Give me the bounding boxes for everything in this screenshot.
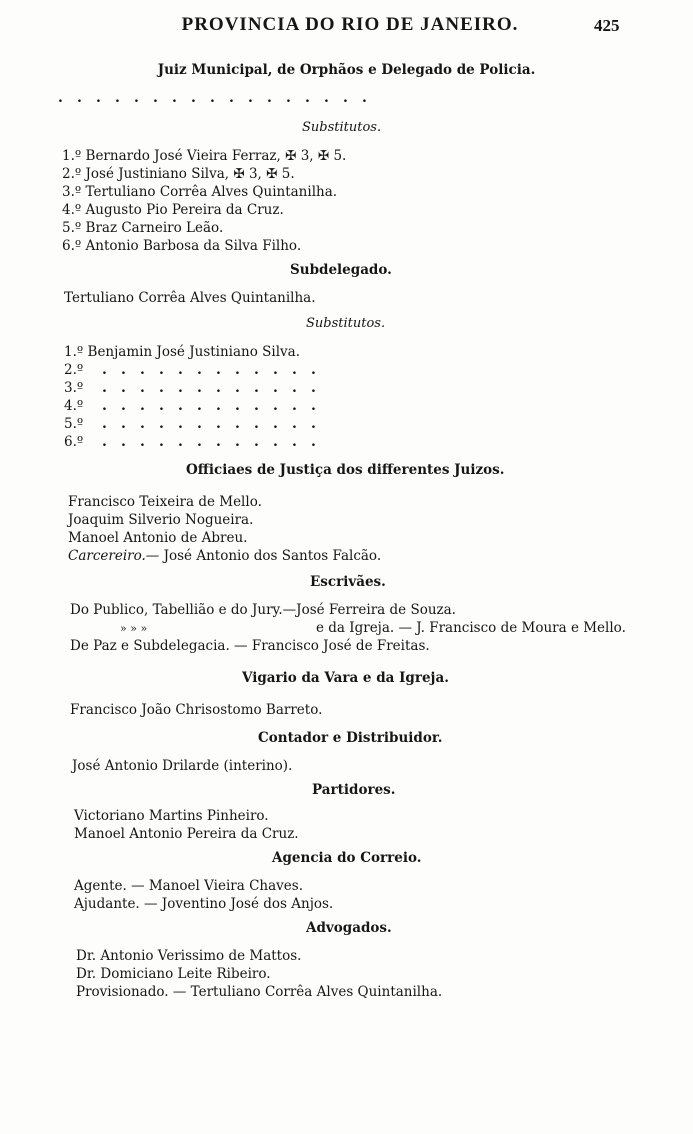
ellipsis-row: . . . . . . . . . . . . (102, 434, 316, 450)
section-heading-contador: Contador e Distribuidor. (258, 730, 443, 746)
contador-name: José Antonio Drilarde (interino). (72, 758, 293, 774)
list-item: 2.º José Justiniano Silva, ✠ 3, ✠ 5. (62, 166, 295, 182)
ellipsis-row: . . . . . . . . . . . . (102, 380, 316, 396)
list-item: Ajudante. — Joventino José dos Anjos. (74, 896, 334, 912)
ellipsis-row: . . . . . . . . . . . . (102, 416, 316, 432)
page-header-title: PROVINCIA DO RIO DE JANEIRO. (181, 14, 519, 35)
carcereiro-label: Carcereiro. (68, 548, 146, 564)
ellipsis-row: . . . . . . . . . . . . (102, 398, 316, 414)
list-item: 6.º Antonio Barbosa da Silva Filho. (62, 238, 302, 254)
carcereiro-name: — José Antonio dos Santos Falcão. (145, 548, 382, 564)
list-item: Joaquim Silverio Nogueira. (68, 512, 254, 528)
section-heading-partidores: Partidores. (312, 782, 396, 798)
section-heading-substitutos-1: Substitutos. (302, 120, 382, 135)
list-item: Manoel Antonio de Abreu. (68, 530, 248, 546)
section-heading-correio: Agencia do Correio. (272, 850, 422, 866)
list-item: 4.º Augusto Pio Pereira da Cruz. (62, 202, 284, 218)
escrivao-line: e da Igreja. — J. Francisco de Moura e Mello. (316, 620, 626, 636)
list-item: 3.º Tertuliano Corrêa Alves Quintanilha. (62, 184, 338, 200)
vigario-name: Francisco João Chrisostomo Barreto. (70, 702, 323, 718)
list-item: Dr. Antonio Verissimo de Mattos. (76, 948, 302, 964)
section-heading-substitutos-2: Substitutos. (306, 316, 386, 331)
list-item: 5.º (64, 416, 84, 432)
escrivao-line: Do Publico, Tabellião e do Jury.—José Ferreira de Souza. (70, 602, 456, 618)
ellipsis-row: . . . . . . . . . . . . (102, 362, 316, 378)
list-item: 2.º (64, 362, 84, 378)
subdelegado-name: Tertuliano Corrêa Alves Quintanilha. (64, 290, 316, 306)
list-item: Manoel Antonio Pereira da Cruz. (74, 826, 299, 842)
list-item: Dr. Domiciano Leite Ribeiro. (76, 966, 271, 982)
carcereiro-line (68, 548, 381, 564)
escrivao-line: De Paz e Subdelegacia. — Francisco José de Freitas. (70, 638, 430, 654)
list-item: 4.º (64, 398, 84, 414)
list-item: Francisco Teixeira de Mello. (68, 494, 262, 510)
list-item: 6.º (64, 434, 84, 450)
page-number: 425 (594, 16, 620, 35)
list-item: 1.º Benjamin José Justiniano Silva. (64, 344, 301, 360)
section-heading-escrivaes: Escrivães. (310, 574, 386, 590)
section-heading-advogados: Advogados. (306, 920, 392, 936)
list-item: 1.º Bernardo José Vieira Ferraz, ✠ 3, ✠ 5. (62, 148, 347, 164)
list-item: Agente. — Manoel Vieira Chaves. (74, 878, 303, 894)
section-heading-officiaes: Officiaes de Justiça dos differentes Juizos. (186, 462, 505, 478)
section-heading-subdelegado: Subdelegado. (290, 262, 392, 278)
page-subtitle: Juiz Municipal, de Orphãos e Delegado de Policia. (157, 62, 536, 78)
list-item: Victoriano Martins Pinheiro. (74, 808, 269, 824)
list-item: 3.º (64, 380, 84, 396)
ditto-marks: » » » (120, 622, 148, 635)
ellipsis-row: . . . . . . . . . . . . . . . . . (58, 90, 367, 106)
section-heading-vigario: Vigario da Vara e da Igreja. (242, 670, 449, 686)
list-item: Provisionado. — Tertuliano Corrêa Alves Quintanilha. (76, 984, 443, 1000)
list-item: 5.º Braz Carneiro Leão. (62, 220, 224, 236)
